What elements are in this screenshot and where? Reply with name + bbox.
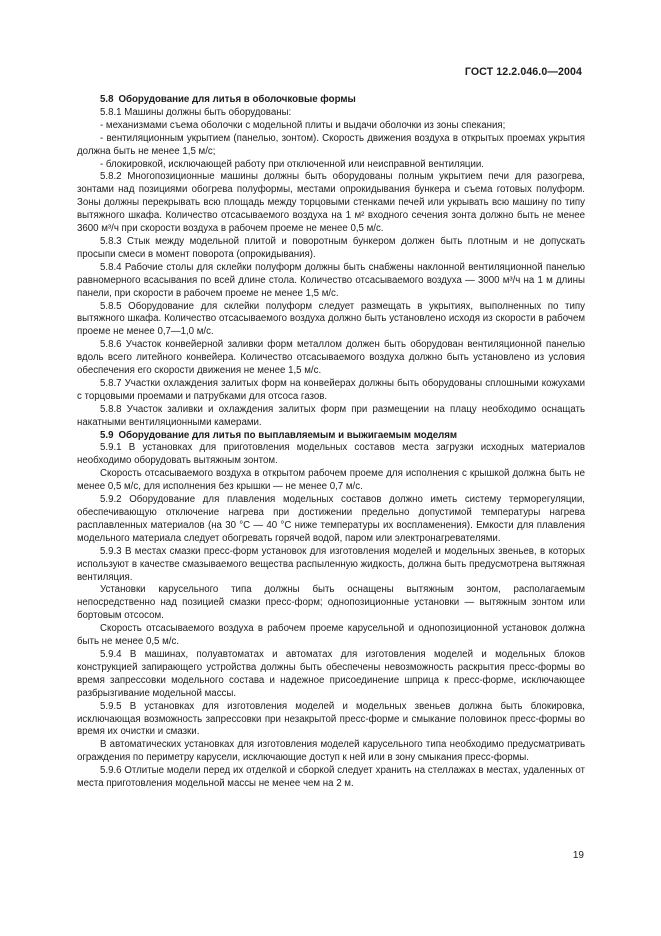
paragraph: В автоматических установках для изготовления моделей карусельного типа необходимо предусматривать ограждения по периметру карусели, исключающие доступ к ней или в зону смыкания пресс-формы.	[77, 739, 585, 764]
section-number: 5.8	[100, 94, 114, 105]
paragraph: 5.8.6 Участок конвейерной заливки форм металлом должен быть оборудован вентиляционной панелью вдоль всего литейного конвейера. Количество отсасываемого воздуха должно быть установлено из условия обеспечения его скорости движения не менее 1,5 м/с.	[77, 339, 585, 377]
paragraph: Скорость отсасываемого воздуха в открытом рабочем проеме для исполнения с крышкой должна быть не менее 0,5 м/с, для исполнения без крышки — не менее 0,7 м/с.	[77, 468, 585, 493]
paragraph: 5.9.5 В установках для изготовления моделей и модельных звеньев должна быть блокировка, исключающая возможность запрессовки при незакрытой пресс-форме и смыкание половинок пресс-формы во время их очистки и смазки.	[77, 700, 585, 738]
section-heading	[77, 430, 585, 443]
section-number: 5.9	[100, 429, 114, 441]
paragraph: 5.8.3 Стык между модельной плитой и поворотным бункером должен быть плотным и не допускать просыпи смеси в момент поворота (опрокидывания).	[77, 235, 585, 260]
page-number: 19	[572, 850, 584, 861]
paragraph: 5.8.4 Рабочие столы для склейки полуформ должны быть снабжены наклонной вентиляционной панелью равномерного всасывания по всей длине стола. Количество отсасываемого воздуха — 3000 м³/ч на 1 м длины панели, при скорости в рабочем проеме не менее 1,5 м/с.	[77, 261, 585, 299]
paragraph: 5.9.3 В местах смазки пресс-форм установок для изготовления моделей и модельных звеньев, в которых используют в качестве смазываемого вещества распыленную жидкость, должна быть предусмотрена вытяжная вентиляция.	[77, 545, 585, 583]
paragraph: 5.8.2 Многопозиционные машины должны быть оборудованы полным укрытием печи для разогрева, зонтами над позициями обогрева полуформы, местами опрокидывания бункера и съема готовых полуформ. Зоны должны перекрывать всю площадь между торцовыми стенками печей или укрывать всю машину по типу вытяжного шкафа. Количество отсасываемого воздуха на 1 м² входного сечения зонта должно быть не менее 3600 м³/ч при скорости воздуха в рабочем проеме не менее 0,5 м/с.	[77, 171, 585, 235]
paragraph: - вентиляционным укрытием (панелью, зонтом). Скорость движения воздуха в открытых проемах укрытия должна быть не менее 1,5 м/с;	[77, 132, 585, 157]
paragraph: 5.9.4 В машинах, полуавтоматах и автоматах для изготовления моделей и модельных блоков конструкцией запирающего устройства должны быть обеспечены невозможность раскрытия пресс-формы во время запрессовки модельного состава и надежное присоединение шприца к пресс-форме, исключающее разбрызгивание модельной массы.	[77, 648, 585, 699]
section-title: Оборудование для литья по выплавляемым и выжигаемым моделям	[118, 429, 458, 441]
paragraph: 5.9.2 Оборудование для плавления модельных составов должно иметь систему терморегуляции, обеспечивающую отключение нагрева при достижении предельно допустимой температуры нагрева расплавленных материалов (на 30 °С — 40 °С ниже температуры их воспламенения). Емкости для плавления модельного материала следует обогревать горячей водой, паром или электронагревателями.	[77, 494, 585, 544]
paragraph: 5.8.8 Участок заливки и охлаждения залитых форм при размещении на плацу необходимо оснащать накатными вентиляционными камерами.	[77, 403, 585, 428]
section-heading	[77, 94, 585, 107]
paragraph: 5.8.7 Участки охлаждения залитых форм на конвейерах должны быть оборудованы сплошными кожухами с торцовыми проемами и патрубками для отсоса газов.	[77, 377, 585, 402]
document-body	[77, 94, 585, 791]
paragraph: 5.9.6 Отлитые модели перед их отделкой и сборкой следует хранить на стеллажах в местах, удаленных от места приготовления модельной массы не менее чем на 2 м.	[77, 765, 585, 790]
paragraph: 5.9.1 В установках для приготовления модельных составов места загрузки исходных материалов необходимо оборудовать вытяжным зонтом.	[77, 442, 585, 467]
section-title: Оборудование для литья в оболочковые формы	[118, 94, 356, 105]
paragraph: - механизмами съема оболочки с модельной плиты и выдачи оболочки из зоны спекания;	[100, 119, 506, 131]
standard-header: ГОСТ 12.2.046.0—2004	[464, 66, 582, 78]
paragraph: 5.8.1 Машины должны быть оборудованы:	[100, 106, 292, 118]
paragraph: Установки карусельного типа должны быть оснащены вытяжным зонтом, располагаемым непосредственно над позицией смазки пресс-форм; однопозиционные установки — вытяжным зонтом или бортовым отсосом.	[77, 584, 585, 622]
paragraph: - блокировкой, исключающей работу при отключенной или неисправной вентиляции.	[100, 158, 484, 170]
paragraph: 5.8.5 Оборудование для склейки полуформ следует размещать в укрытиях, выполненных по типу вытяжного шкафа. Количество отсасываемого воздуха должно быть установлено исходя из скорости в рабочем проеме не менее 0,7—1,0 м/с.	[77, 300, 585, 338]
paragraph: Скорость отсасываемого воздуха в рабочем проеме карусельной и однопозиционной установок должна быть не менее 0,5 м/с.	[77, 623, 585, 648]
